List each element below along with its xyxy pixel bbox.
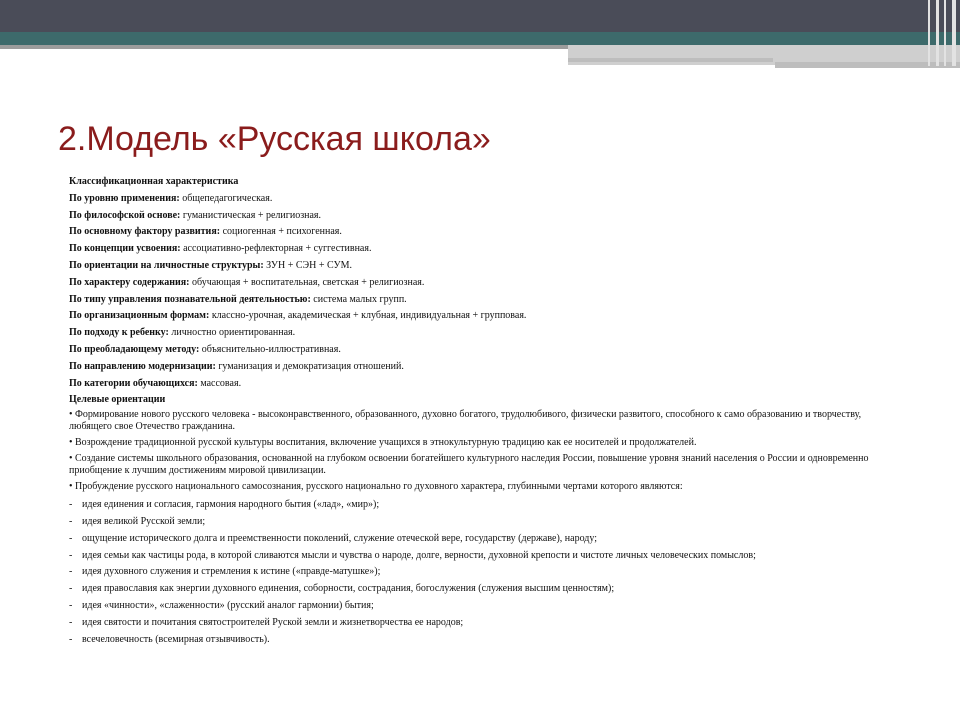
- orientation-bullets: [69, 409, 899, 493]
- bullet-text: Возрождение традиционной русской культуры воспитания, включение учащихся в этнокультурную традицию как ее носителей и продолжателей.: [75, 437, 697, 449]
- grey-stripe-left: [0, 45, 568, 49]
- trait-text: идея семьи как частицы рода, в которой сливаются мысли и чувства о народе, долге, верности, духовной крепости и чистоте личных человеческих помыслов;: [82, 549, 756, 561]
- orientations-header: Целевые ориентации: [69, 394, 166, 406]
- characteristic-label: По основному фактору развития:: [69, 226, 221, 238]
- trait-item: [69, 632, 899, 649]
- characteristic-value: обучающая + воспитательная, светская + религиозная.: [191, 276, 425, 288]
- national-traits-list: [69, 497, 899, 648]
- dash-marker: -: [69, 599, 73, 611]
- orientation-bullet: [69, 453, 899, 477]
- dash-marker: -: [69, 616, 73, 628]
- bullet-marker: •: [69, 437, 73, 449]
- characteristic-label: По направлению модернизации:: [69, 360, 216, 372]
- characteristic-row: [69, 191, 899, 208]
- trait-text: идея святости и почитания святостроителей Руской земли и жизнетворчества ее народов;: [82, 616, 464, 628]
- trait-text: идея единения и согласия, гармония народного бытия («лад», «мир»);: [82, 499, 380, 511]
- bullet-text: Пробуждение русского национального самосознания, русского национально го духовного характера, глубинными чертами которого являются:: [75, 481, 683, 493]
- dash-marker: -: [69, 549, 73, 561]
- trait-text: всечеловечность (всемирная отзывчивость).: [82, 633, 270, 645]
- characteristic-value: ассоциативно-рефлекторная + суггестивная.: [183, 243, 372, 255]
- characteristic-value: система малых групп.: [313, 293, 407, 305]
- dash-marker: -: [69, 633, 73, 645]
- dash-marker: -: [69, 515, 73, 527]
- characteristic-row: [69, 325, 899, 342]
- trait-text: идея «чинности», «слаженности» (русский аналог гармонии) бытия;: [82, 599, 374, 611]
- characteristic-value: классно-урочная, академическая + клубная, индивидуальная + групповая.: [211, 310, 527, 322]
- dash-marker: -: [69, 532, 73, 544]
- orientation-bullet: [69, 437, 899, 449]
- bullet-marker: •: [69, 409, 73, 421]
- characteristic-row: [69, 258, 899, 275]
- characteristic-row: [69, 275, 899, 292]
- grey-stripe-thin: [568, 58, 773, 62]
- characteristic-label: По философской основе:: [69, 209, 181, 221]
- characteristic-row: [69, 208, 899, 225]
- slide-content: [69, 174, 899, 648]
- characteristic-value: личностно ориентированная.: [171, 327, 296, 339]
- characteristic-value: гуманизация и демократизация отношений.: [218, 360, 404, 372]
- trait-text: идея православия как энергии духовного единения, соборности, сострадания, богослужения (служения высшим ценностям);: [82, 583, 615, 595]
- vertical-stripes: [922, 0, 960, 66]
- characteristic-value: гуманистическая + религиозная.: [182, 209, 322, 221]
- trait-item: [69, 497, 899, 514]
- bullet-text: Формирование нового русского человека - высоконравственного, образованного, духовно богатого, трудолюбивого, физически развитого, способного к само образованию и творчеству, любящего свое Отечество гражданина.: [69, 409, 862, 433]
- classification-header: Классификационная характеристика: [69, 176, 239, 187]
- trait-text: ощущение исторического долга и преемственности поколений, служение отеческой вере, государству (державе), народу;: [82, 532, 598, 544]
- characteristic-value: ЗУН + СЭН + СУМ.: [266, 259, 353, 271]
- top-dark-bar: [0, 0, 960, 32]
- characteristic-label: По концепции усвоения:: [69, 243, 181, 255]
- dash-marker: -: [69, 499, 73, 511]
- bullet-marker: •: [69, 453, 73, 465]
- characteristic-label: По категории обучающихся:: [69, 377, 198, 389]
- teal-accent-bar: [0, 32, 960, 45]
- characteristic-row: [69, 342, 899, 359]
- characteristic-label: По организационным формам:: [69, 310, 210, 322]
- trait-text: идея великой Русской земли;: [82, 515, 206, 527]
- characteristic-row: [69, 241, 899, 258]
- bullet-marker: •: [69, 481, 73, 493]
- trait-text: идея духовного служения и стремления к истине («правде-матушке»);: [82, 566, 381, 578]
- slide-title: 2.Модель «Русская школа»: [58, 120, 491, 158]
- trait-item: [69, 581, 899, 598]
- characteristic-value: массовая.: [200, 377, 242, 389]
- characteristic-label: По преобладающему методу:: [69, 343, 200, 355]
- trait-item: [69, 598, 899, 615]
- orientation-bullet: [69, 481, 899, 493]
- characteristic-label: По уровню применения:: [69, 192, 180, 204]
- orientation-bullet: [69, 409, 899, 433]
- trait-item: [69, 615, 899, 632]
- characteristic-row: [69, 376, 899, 393]
- trait-item: [69, 564, 899, 581]
- characteristic-label: По характеру содержания:: [69, 276, 190, 288]
- characteristic-row: [69, 292, 899, 309]
- characteristic-value: объяснительно-иллюстративная.: [201, 343, 341, 355]
- trait-item: [69, 514, 899, 531]
- trait-item: [69, 531, 899, 548]
- characteristic-row: [69, 359, 899, 376]
- bullet-text: Создание системы школьного образования, основанной на глубоком освоении богатейшего культурного наследия России, повышение уровня знаний населения о России и одновременно приобщение к лучшим достижениям мировой цивилизации.: [69, 453, 869, 477]
- characteristic-label: По подходу к ребенку:: [69, 327, 169, 339]
- characteristic-label: По типу управления познавательной деятельностью:: [69, 293, 311, 305]
- dash-marker: -: [69, 566, 73, 578]
- characteristic-row: [69, 308, 899, 325]
- characteristic-value: общепедагогическая.: [182, 192, 273, 204]
- trait-item: [69, 548, 899, 565]
- characteristic-value: социогенная + психогенная.: [222, 226, 342, 238]
- dash-marker: -: [69, 583, 73, 595]
- characteristic-row: [69, 224, 899, 241]
- characteristics-list: [69, 191, 899, 393]
- characteristic-label: По ориентации на личностные структуры:: [69, 259, 264, 271]
